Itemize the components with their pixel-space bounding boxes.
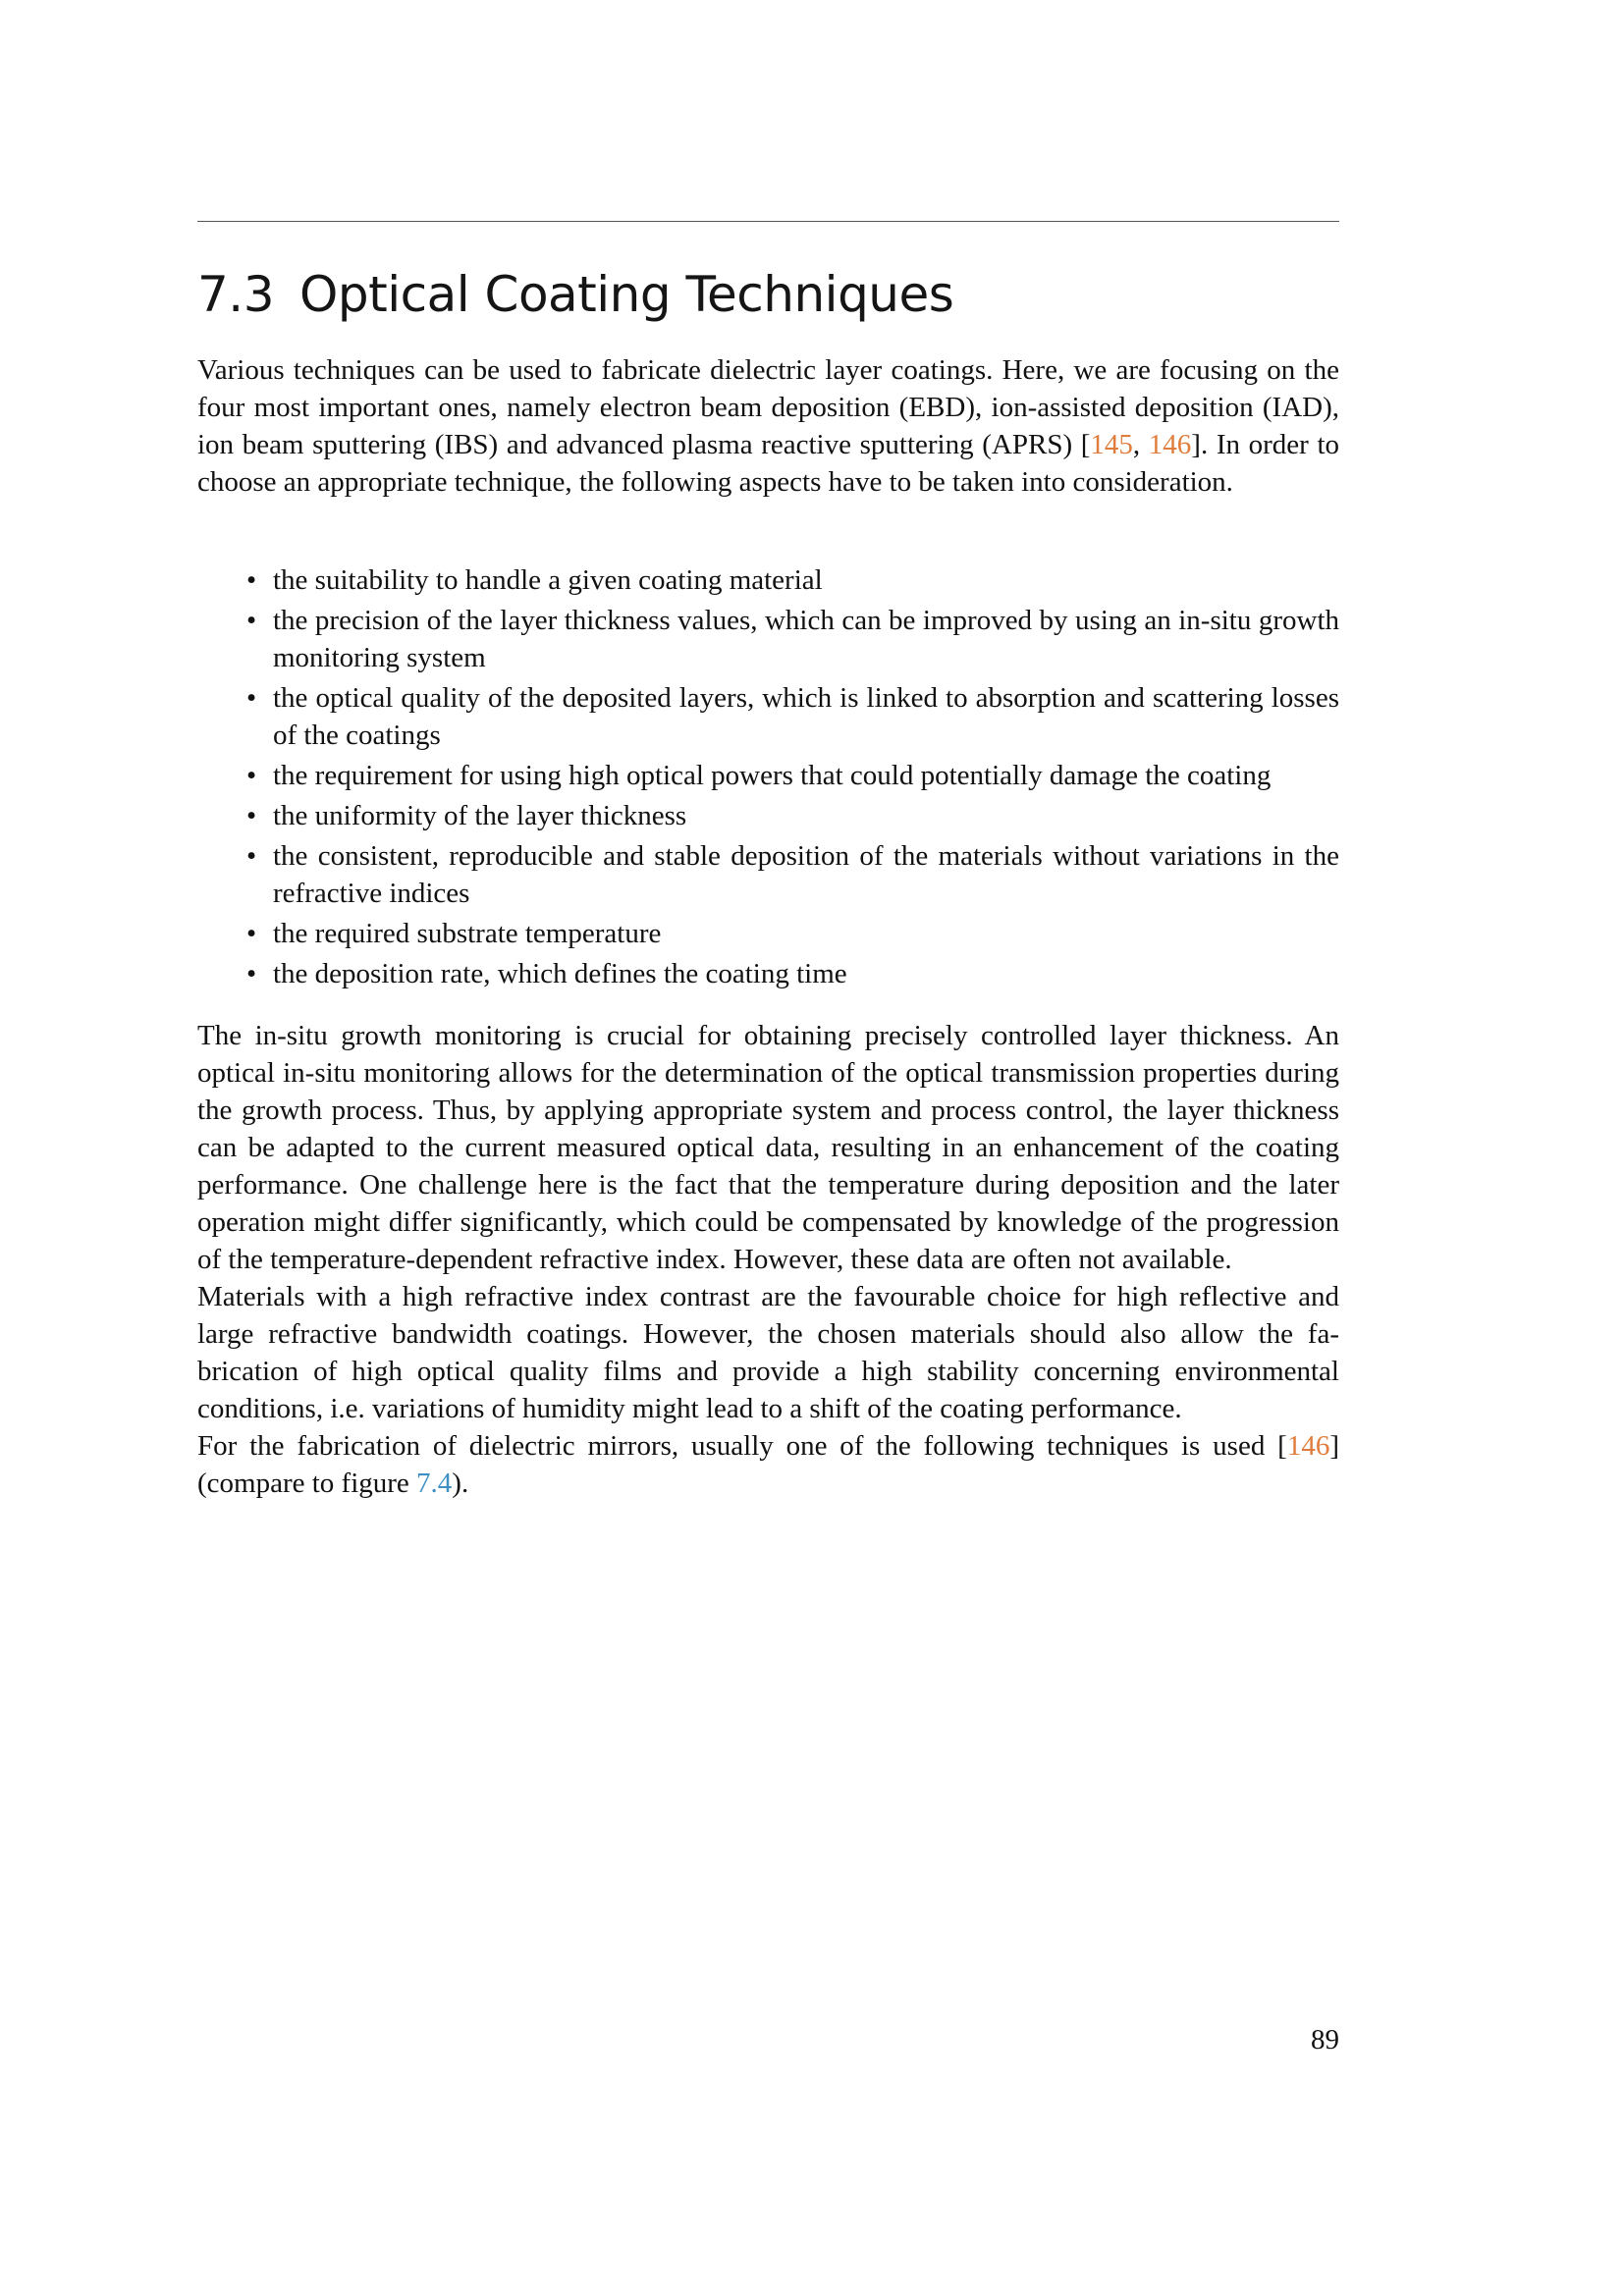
- section-number: 7.3: [197, 266, 275, 323]
- materials-paragraph: Materials with a high refractive index contrast are the favourable choice for high reflective and large refractive bandwidth coatings. However, the chosen materials should also allow the fabrication of high optical quality films and provide a high stability concerning environmental conditions, i.e. variations of humidity might lead to a shift of the coating performance.: [197, 1281, 1339, 1424]
- header-rule: [197, 221, 1339, 222]
- list-item-text: the precision of the layer thickness values, which can be improved by using an in-situ growth monitoring system: [273, 605, 1339, 673]
- monitoring-paragraph: The in-situ growth monitoring is crucial for obtaining precisely controlled layer thickness. An optical in-situ monitoring allows for the determination of the optical transmission properties during the growth process. Thus, by applying appropriate system and process control, the layer thickness can be adapted to the current measured optical data, resulting in an enhancement of the coating performance. One challenge here is the fact that the temperature during deposition and the later operation might differ significantly, which could be compensated by knowledge of the progression of the temperature-dependent refractive index. However, these data are often not available.: [197, 1020, 1339, 1275]
- document-page: [197, 0, 1339, 2296]
- list-item: [197, 561, 1339, 599]
- list-item: [197, 837, 1339, 912]
- section-title: Optical Coating Techniques: [299, 266, 954, 323]
- citation-link-146[interactable]: 146: [1286, 1430, 1330, 1462]
- list-item: [197, 915, 1339, 952]
- bullet-icon: •: [246, 840, 257, 872]
- bullet-icon: •: [246, 564, 257, 596]
- intro-text-after: ]. In order to choose an appropriate technique, the following aspects have to be taken into consideration.: [197, 429, 1340, 498]
- list-item: [197, 679, 1339, 754]
- body-paragraphs: [197, 1017, 1339, 1502]
- bullet-icon: •: [246, 760, 257, 791]
- list-item-text: the required substrate temperature: [273, 918, 662, 949]
- mirrors-text-before: For the fabrication of dielectric mirrors, usually one of the following techniques is used [: [197, 1430, 1287, 1462]
- section-heading: [197, 263, 953, 326]
- list-item-text: the optical quality of the deposited layers, which is linked to absorption and scattering losses of the coatings: [273, 682, 1339, 751]
- bullet-icon: •: [246, 918, 257, 949]
- list-item: [197, 602, 1339, 676]
- page-number: 89: [1311, 2024, 1339, 2056]
- intro-text-before: Various techniques can be used to fabricate dielectric layer coatings. Here, we are focusing on the four most important ones, namely electron beam deposition (EBD), ion-assisted deposition (IAD), ion beam sputtering (IBS) and advanced plasma reactive sputtering (APRS) [: [197, 354, 1339, 460]
- mirrors-text-after: ).: [452, 1468, 469, 1499]
- citation-link-146[interactable]: 146: [1148, 429, 1192, 460]
- list-item-text: the uniformity of the layer thickness: [273, 800, 687, 831]
- considerations-list: [197, 561, 1339, 995]
- list-item-text: the requirement for using high optical powers that could potentially damage the coating: [273, 760, 1272, 791]
- mirrors-paragraph: [197, 1427, 1339, 1502]
- citation-link-145[interactable]: 145: [1090, 429, 1133, 460]
- list-item: [197, 757, 1339, 794]
- list-item: [197, 797, 1339, 834]
- list-item-text: the consistent, reproducible and stable deposition of the materials without variations in the refractive indices: [273, 840, 1339, 909]
- bullet-icon: •: [246, 958, 257, 989]
- citation-separator: ,: [1132, 429, 1149, 460]
- bullet-icon: •: [246, 800, 257, 831]
- figure-reference-link[interactable]: 7.4: [416, 1468, 453, 1499]
- list-item: [197, 955, 1339, 992]
- list-item-text: the deposition rate, which defines the coating time: [273, 958, 847, 989]
- mirrors-text-middle: ] (compare to figure: [197, 1430, 1339, 1499]
- bullet-icon: •: [246, 682, 257, 714]
- intro-paragraph: [197, 351, 1339, 501]
- bullet-icon: •: [246, 605, 257, 636]
- list-item-text: the suitability to handle a given coating material: [273, 564, 823, 596]
